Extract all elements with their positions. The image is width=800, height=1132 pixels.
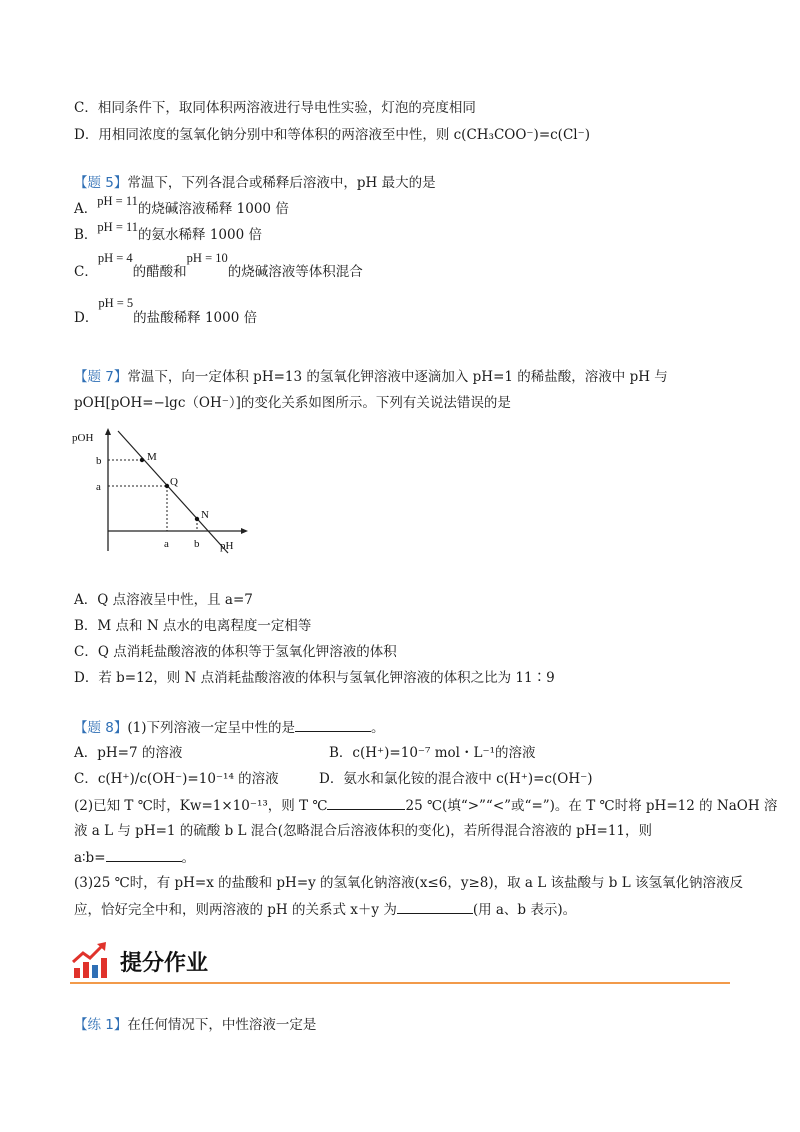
q8-option-b: B．c(H⁺)=10⁻⁷ mol・L⁻¹的溶液 bbox=[329, 745, 536, 761]
q8-part2-text-b: 25 ℃(填“>”“<”或“=”)。在 T ℃时将 pH=12 的 NaOH 溶 bbox=[405, 798, 778, 814]
q7-option-d: D．若 b=12，则 N 点消耗盐酸溶液的体积与氢氧化钾溶液的体积之比为 11∶9 bbox=[74, 670, 555, 686]
q7-stem-line2: pOH[pOH=−lgc（OH⁻）]的变化关系如图所示。下列有关说法错误的是 bbox=[74, 395, 511, 411]
q8-part2-text-a: (2)已知 T ℃时，Kw=1×10⁻¹³，则 T ℃ bbox=[74, 798, 328, 814]
section-title: 提分作业 bbox=[120, 951, 209, 976]
q5-option-c-text1: 的醋酸和 bbox=[132, 264, 187, 280]
q5-option-c-math2: pH = 10 bbox=[186, 251, 228, 265]
q8-part1-text: (1)下列溶液一定呈中性的是 bbox=[127, 720, 296, 736]
q5-option-b bbox=[74, 220, 262, 245]
y-tick-b: b bbox=[96, 455, 102, 467]
q5-option-d-text: 的盐酸稀释 1000 倍 bbox=[133, 310, 258, 326]
y-axis-arrow bbox=[105, 428, 111, 435]
x-tick-b: b bbox=[194, 538, 200, 550]
q5-option-c bbox=[74, 251, 363, 282]
q5-option-d-math: pH = 5 bbox=[98, 296, 134, 310]
point-m-marker bbox=[140, 458, 144, 462]
q5-stem-text: 常温下，下列各混合或稀释后溶液中，pH 最大的是 bbox=[127, 175, 436, 191]
x-axis-arrow bbox=[241, 528, 248, 534]
q5-option-c-math1: pH = 4 bbox=[97, 251, 133, 265]
trend-line bbox=[118, 431, 228, 553]
q8-part3-text-b: 应，恰好完全中和，则两溶液的 pH 的关系式 x＋y 为 bbox=[74, 902, 397, 918]
q5-option-d-label: D． bbox=[74, 310, 99, 326]
section-divider bbox=[70, 982, 730, 984]
q7-stem-line1 bbox=[74, 367, 668, 387]
y-axis-label: pOH bbox=[72, 432, 94, 444]
q5-option-b-math: pH = 11 bbox=[97, 220, 139, 234]
y-tick-a: a bbox=[96, 481, 101, 493]
q7-tag: 【题 7】 bbox=[74, 369, 128, 385]
q8-option-c: C．c(H⁺)/c(OH⁻)=10⁻¹⁴ 的溶液 bbox=[74, 771, 279, 787]
q8-part3-end: (用 a、b 表示)。 bbox=[472, 902, 577, 918]
q8-part2-end: 。 bbox=[181, 850, 196, 866]
q5-option-d bbox=[74, 296, 258, 328]
q5-option-a bbox=[74, 194, 289, 219]
x-tick-a: a bbox=[164, 538, 169, 550]
section-header bbox=[70, 938, 730, 986]
q8-answer-blank-3[interactable] bbox=[106, 847, 182, 862]
ex1-tag: 【练 1】 bbox=[74, 1017, 128, 1033]
q8-part2-line1 bbox=[74, 795, 777, 816]
q5-option-b-label: B． bbox=[74, 227, 98, 243]
q7-stem1: 常温下，向一定体积 pH=13 的氢氧化钾溶液中逐滴加入 pH=1 的稀盐酸，溶液中 pH 与 bbox=[127, 369, 668, 385]
q5-option-c-text2: 的烧碱溶液等体积混合 bbox=[227, 264, 363, 280]
q8-tag: 【题 8】 bbox=[74, 720, 128, 736]
point-n-marker bbox=[195, 517, 199, 521]
q8-options-row2 bbox=[74, 769, 734, 789]
q8-part3-line1: (3)25 ℃时，有 pH=x 的盐酸和 pH=y 的氢氧化钠溶液(x≤6，y≥8)，取 a L 该盐酸与 b L 该氢氧化钠溶液反 bbox=[74, 875, 743, 891]
q5-option-b-text: 的氨水稀释 1000 倍 bbox=[138, 227, 262, 243]
q8-answer-blank-2[interactable] bbox=[327, 795, 405, 810]
q8-options-row1 bbox=[74, 743, 734, 763]
q7-option-b: B．M 点和 N 点水的电离程度一定相等 bbox=[74, 618, 312, 634]
q8-part2-text-d: a∶b= bbox=[74, 850, 106, 866]
ex1-stem bbox=[74, 1015, 316, 1035]
point-m-label: M bbox=[147, 451, 157, 463]
point-q-label: Q bbox=[170, 476, 178, 488]
q5-option-c-label: C． bbox=[74, 264, 98, 280]
ph-poh-graph bbox=[70, 425, 250, 565]
q4-option-c: C．相同条件下，取同体积两溶液进行导电性实验，灯泡的亮度相同 bbox=[74, 100, 476, 116]
q8-answer-blank-1[interactable] bbox=[295, 717, 371, 732]
q4-option-d: D．用相同浓度的氢氧化钠分别中和等体积的两溶液至中性，则 c(CH₃COO⁻)=c(Cl⁻) bbox=[74, 127, 590, 143]
q5-option-a-math: pH = 11 bbox=[97, 194, 138, 208]
q7-option-a: A．Q 点溶液呈中性，且 a=7 bbox=[74, 592, 253, 608]
q8-option-d: D．氨水和氯化铵的混合液中 c(H⁺)=c(OH⁻) bbox=[319, 771, 593, 787]
q8-part3-line2 bbox=[74, 899, 576, 920]
bar-chart-trend-icon bbox=[70, 940, 110, 980]
q5-option-a-label: A． bbox=[74, 201, 98, 217]
q5-option-a-text: 的烧碱溶液稀释 1000 倍 bbox=[137, 201, 289, 217]
q8-answer-blank-4[interactable] bbox=[397, 899, 473, 914]
q8-part1-end: 。 bbox=[371, 720, 385, 736]
q8-part1 bbox=[74, 717, 385, 738]
q7-option-c: C．Q 点消耗盐酸溶液的体积等于氢氧化钾溶液的体积 bbox=[74, 644, 397, 660]
x-axis-label: pH bbox=[220, 540, 234, 552]
q8-option-a: A．pH=7 的溶液 bbox=[74, 745, 183, 761]
q8-part2-line3 bbox=[74, 847, 195, 868]
point-n-label: N bbox=[201, 509, 209, 521]
q5-stem bbox=[74, 173, 436, 193]
q5-tag: 【题 5】 bbox=[74, 175, 128, 191]
ex1-stem-text: 在任何情况下，中性溶液一定是 bbox=[127, 1017, 317, 1033]
q8-part2-line2: 液 a L 与 pH=1 的硫酸 b L 混合(忽略混合后溶液体积的变化)，若所得混合溶液的 pH=11，则 bbox=[74, 823, 652, 839]
point-q-marker bbox=[165, 484, 169, 488]
